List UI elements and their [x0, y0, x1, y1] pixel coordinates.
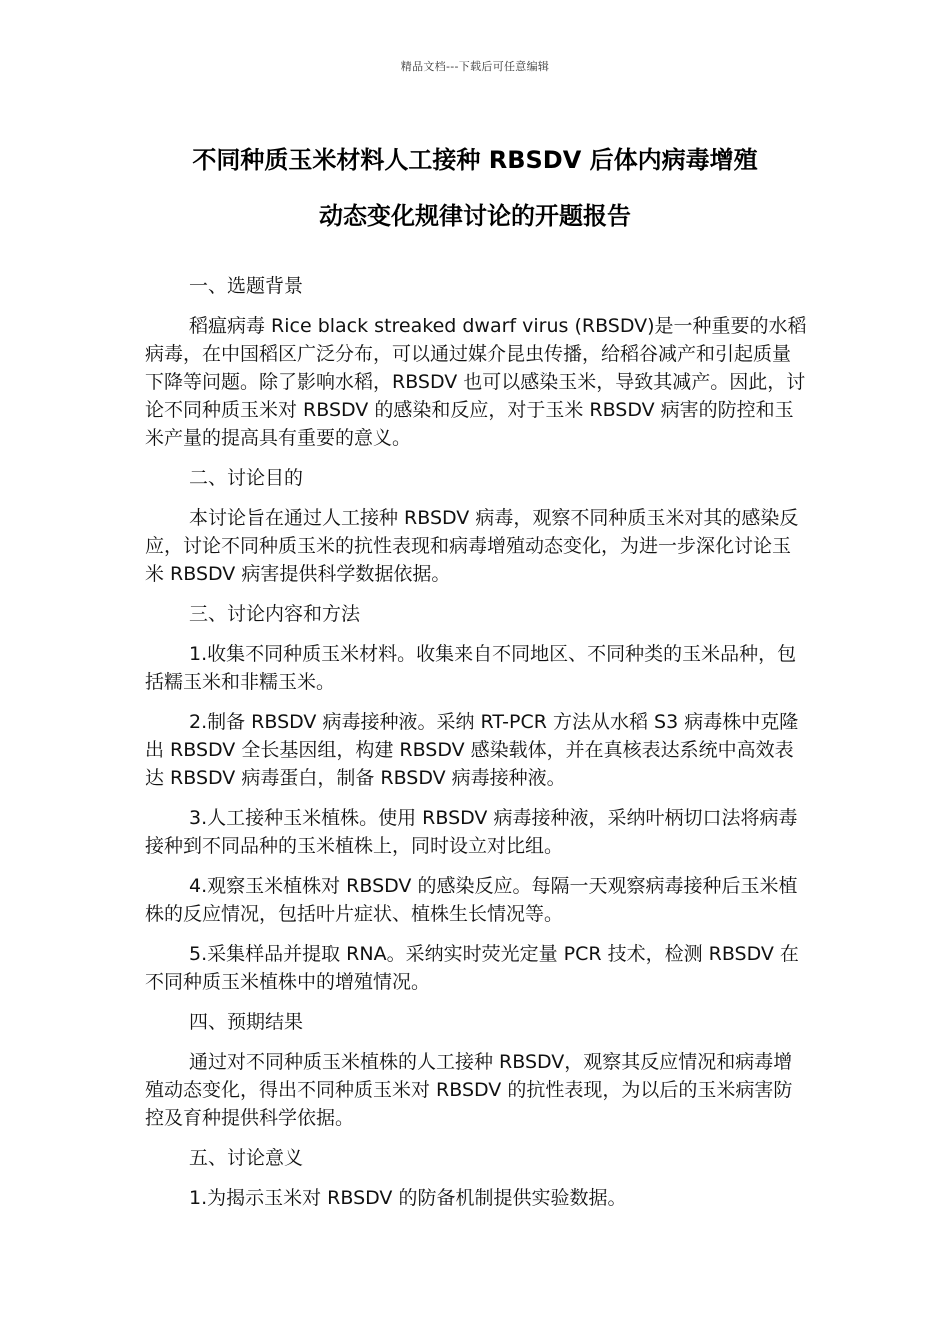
paragraph-method-3: 3.人工接种玉米植株。使用 RBSDV 病毒接种液，采纳叶柄切口法将病毒接种到不同品种的玉米植株上，同时设立对比组。: [145, 807, 798, 857]
paragraph-method-1: 1.收集不同种质玉米材料。收集来自不同地区、不同种类的玉米品种，包括糯玉米和非糯玉米。: [145, 643, 797, 693]
section-heading-significance: 五、讨论意义: [189, 1147, 304, 1169]
document-title-line-1: 不同种质玉米材料人工接种 RBSDV 后体内病毒增殖: [192, 146, 758, 174]
paragraph-purpose: 本讨论旨在通过人工接种 RBSDV 病毒，观察不同种质玉米对其的感染反应，讨论不同种质玉米的抗性表现和病毒增殖动态变化，为进一步深化讨论玉米 RBSDV 病害提供科学数据依据。: [145, 507, 799, 585]
document-body: [145, 272, 809, 1224]
paragraph-expected-results: 通过对不同种质玉米植株的人工接种 RBSDV，观察其反应情况和病毒增殖动态变化，得出不同种质玉米对 RBSDV 的抗性表现，为以后的玉米病害防控及育种提供科学依据。: [145, 1051, 793, 1129]
section-heading-expected-results: 四、预期结果: [189, 1011, 304, 1033]
paragraph-background: 稻瘟病毒 Rice black streaked dwarf virus (RBSDV)是一种重要的水稻病毒，在中国稻区广泛分布，可以通过媒介昆虫传播，给稻谷减产和引起质量下降等问题。除了影响水稻，RBSDV 也可以感染玉米，导致其减产。因此，讨论不同种质玉米对 RBSDV 的感染和反应，对于玉米 RBSDV 病害的防控和玉米产量的提高具有重要的意义。: [145, 315, 807, 449]
header-note: 精品文档---下载后可任意编辑: [400, 60, 550, 73]
paragraph-method-5: 5.采集样品并提取 RNA。采纳实时荧光定量 PCR 技术，检测 RBSDV 在不同种质玉米植株中的增殖情况。: [145, 943, 799, 993]
paragraph-method-4: 4.观察玉米植株对 RBSDV 的感染反应。每隔一天观察病毒接种后玉米植株的反应情况，包括叶片症状、植株生长情况等。: [145, 875, 798, 925]
document-title-line-2: 动态变化规律讨论的开题报告: [319, 202, 631, 230]
paragraph-significance-1: 1.为揭示玉米对 RBSDV 的防备机制提供实验数据。: [189, 1187, 627, 1209]
section-heading-methods: 三、讨论内容和方法: [189, 603, 361, 625]
section-heading-purpose: 二、讨论目的: [189, 467, 304, 489]
section-heading-background: 一、选题背景: [189, 275, 304, 297]
paragraph-method-2: 2.制备 RBSDV 病毒接种液。采纳 RT-PCR 方法从水稻 S3 病毒株中克隆出 RBSDV 全长基因组，构建 RBSDV 感染载体，并在真核表达系统中高效表达 RBSDV 病毒蛋白，制备 RBSDV 病毒接种液。: [145, 711, 799, 789]
